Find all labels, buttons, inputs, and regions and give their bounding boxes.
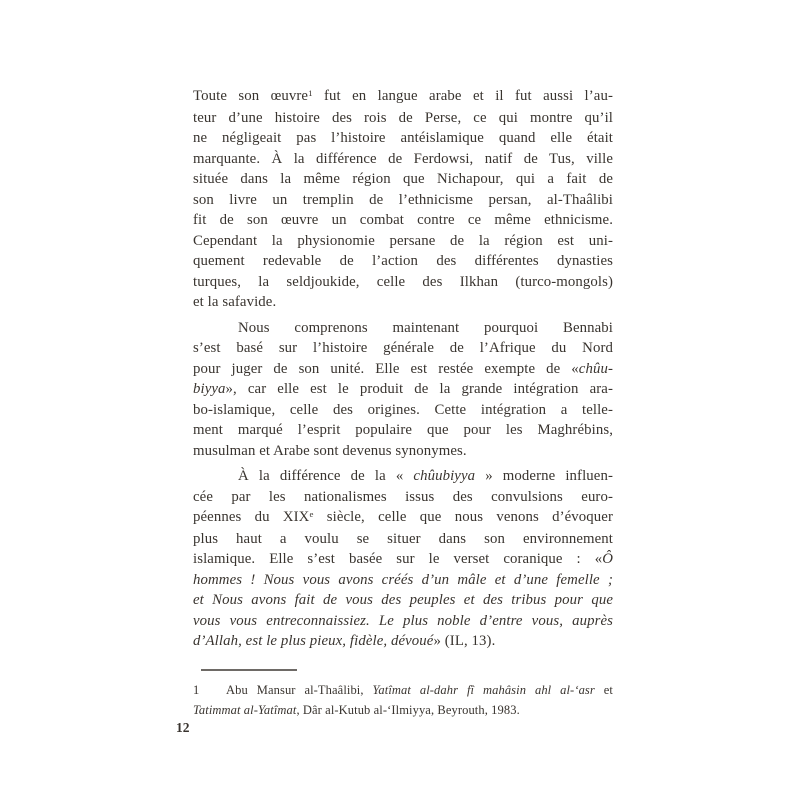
text-segment: quement redevable de l’action des différentes dynasties: [193, 253, 613, 269]
text-segment: Nous comprenons maintenant pourquoi Bennabi: [238, 319, 613, 336]
footnote: [193, 669, 613, 720]
text-segment: bo-islamique, celle des origines. Cette intégration a telle-: [193, 401, 613, 418]
superscript: e: [309, 508, 314, 519]
italic-text: chûu-: [578, 360, 613, 377]
text-segment: Toute son œuvre: [193, 88, 309, 104]
body-line: [193, 570, 613, 591]
text-segment: marquante. À la différence de Ferdowsi, natif de Tus, ville: [193, 150, 613, 167]
body-line: [193, 590, 613, 611]
body-line: [193, 272, 613, 293]
text-segment: ne négligeait pas l’histoire antéislamique quand elle était: [193, 130, 613, 146]
body-line: [193, 379, 613, 400]
text-segment: 1 Abu Mansur al-Thaâlibi,: [193, 683, 373, 697]
text-segment: teur d’une histoire des rois de Perse, ce qui montre qu’il: [193, 109, 613, 126]
text-segment: plus haut a voulu se situer dans son environnement: [193, 530, 613, 547]
text-segment: À la différence de la «: [238, 468, 414, 484]
footnote-rule: [201, 669, 297, 671]
text-segment: musulman et Arabe sont devenus synonymes.: [193, 442, 467, 459]
body-line: [193, 86, 613, 108]
text-segment: » (IL, 13).: [433, 633, 496, 649]
body-line: [193, 231, 613, 252]
body-line: [193, 359, 613, 380]
body-line: [193, 611, 613, 632]
text-segment: pour juger de son unité. Elle est restée exempte de «: [193, 360, 579, 377]
text-segment: s’est basé sur l’histoire générale de l’Afrique du Nord: [193, 340, 613, 356]
body-line: [193, 441, 613, 462]
body-line: [193, 169, 613, 190]
body-line: [193, 400, 613, 421]
footnote-line: [193, 680, 613, 700]
footnote-line: [193, 700, 613, 720]
text-segment: et: [594, 683, 613, 697]
italic-text: chûubiyya: [413, 468, 476, 484]
body-line: [193, 420, 613, 441]
text-segment: cée par les nationalismes issus des convulsions euro-: [193, 488, 613, 505]
body-line: [193, 466, 613, 487]
text-segment: et la safavide.: [193, 294, 277, 310]
italic-text: Yatîmat al-dahr fî mahâsin ahl al-‘asr: [372, 683, 595, 697]
italic-text: Tatimmat al-Yatîmat: [193, 703, 297, 718]
body-line: [193, 529, 613, 550]
text-segment: ment marqué l’esprit populaire que pour les Maghrébins,: [193, 422, 613, 438]
text-segment: siècle, celle que nous venons d’évoquer: [313, 509, 613, 525]
text-segment: turques, la seldjoukide, celle des Ilkhan (turco-mongols): [193, 273, 613, 290]
text-segment: fit de son œuvre un combat contre ce même ethnicisme.: [193, 212, 613, 228]
italic-text: vous vous entreconnaissiez. Le plus noble d’entre vous, auprès: [193, 612, 613, 629]
paragraph: [193, 86, 613, 313]
italic-text: et Nous avons fait de vous des peuples et des tribus pour que: [193, 592, 613, 608]
italic-text: biyya: [193, 381, 226, 397]
body-line: [193, 338, 613, 359]
italic-text: d’Allah, est le plus pieux, fidèle, dévoué: [193, 633, 434, 649]
text-segment: péennes du XIX: [193, 509, 310, 525]
text-segment: , Dâr al-Kutub al-‘Ilmiyya, Beyrouth, 1983.: [296, 703, 520, 718]
body-line: [193, 210, 613, 231]
body-line: [193, 487, 613, 508]
body-text: [193, 86, 613, 652]
body-line: [193, 190, 613, 211]
italic-text: Ô: [602, 551, 613, 567]
text-segment: son livre un tremplin de l’ethnicisme persan, al-Thaâlibi: [193, 191, 613, 208]
paragraph: [193, 318, 613, 462]
body-line: [193, 318, 613, 339]
text-segment: islamique. Elle s’est basée sur le verset coranique : «: [193, 551, 603, 567]
text-segment: située dans la même région que Nichapour, qui a fait de: [193, 171, 613, 187]
body-line: [193, 108, 613, 129]
superscript: 1: [308, 87, 313, 98]
text-segment: fut en langue arabe et il fut aussi l’au-: [312, 88, 613, 104]
body-line: [193, 631, 613, 652]
body-line: [193, 128, 613, 149]
body-line: [193, 292, 613, 313]
body-line: [193, 507, 613, 529]
text-segment: Cependant la physionomie persane de la région est uni-: [193, 232, 613, 249]
page-number: 12: [176, 720, 190, 735]
italic-text: hommes ! Nous vous avons créés d’un mâle et d’une femelle ;: [193, 571, 613, 588]
body-line: [193, 549, 613, 570]
body-line: [193, 251, 613, 272]
body-line: [193, 149, 613, 170]
paragraph: [193, 466, 613, 652]
footnote-text: [193, 680, 613, 720]
text-segment: » moderne influen-: [475, 468, 613, 484]
text-segment: », car elle est le produit de la grande intégration ara-: [225, 381, 613, 397]
